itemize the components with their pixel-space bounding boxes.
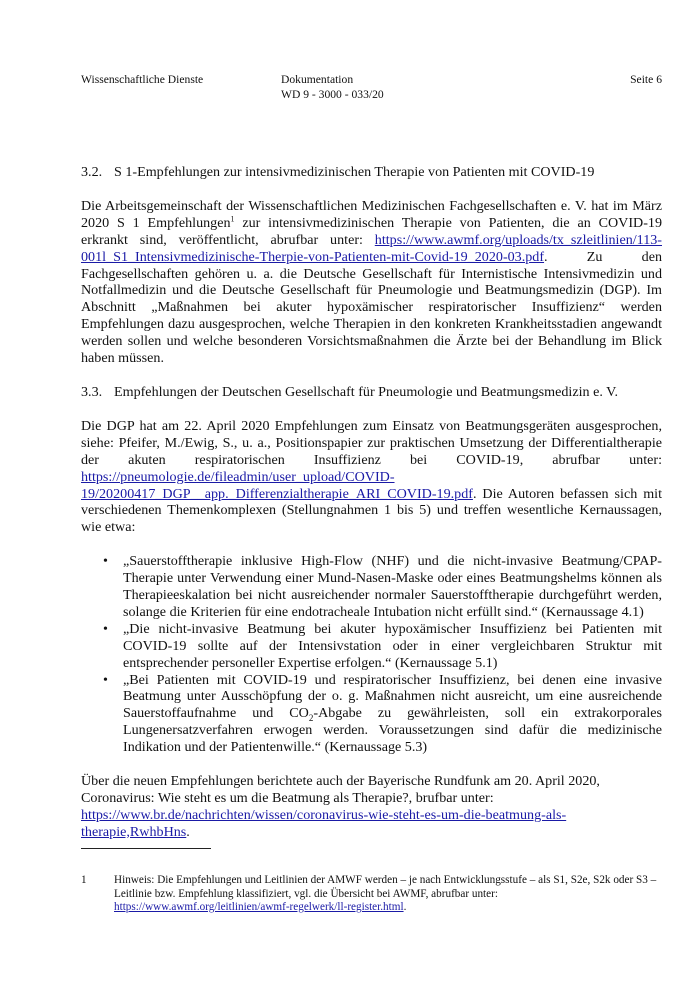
header-page-number: Seite 6 [630, 73, 662, 86]
key-statements-list [81, 553, 662, 756]
footnote-text [114, 874, 662, 915]
paragraph-text: . Zu den Fachgesellschaften gehören u. a. die Deutsche Gesellschaft für Internistische Intensivmedizin und Notfallmedizin und die Deutsche Gesellschaft für Pneumologie und Beatmungsmedizin (DGP). Im Abschnitt „Maßnahmen bei akuter hypoxämischer respiratorischer Insuffizienz“ werden Empfehlungen dazu ausgesprochen, welche Therapien in den konkreten Krankheitsstadien angewandt werden sollen und welche besonderen Vorsichtsmaßnahmen die Ärzte bei der Behandlung im Blick haben müssen. [81, 248, 662, 367]
paragraph-text: . [186, 823, 190, 840]
paragraph-text: Die Arbeitsgemeinschaft der Wissenschaftlichen Medizinischen Fachgesellschaften e. V. hat im März 2020 S 1 Empfehlungen [81, 197, 662, 231]
section-number: 3.2. [81, 164, 103, 180]
awmf-register-link[interactable]: https://www.awmf.org/leitlinien/awmf-regelwerk/ll-register.html [114, 901, 404, 914]
list-item [81, 553, 662, 621]
header-department: Wissenschaftliche Dienste [81, 73, 204, 86]
section-3-2-paragraph [81, 198, 662, 367]
section-title: Empfehlungen der Deutschen Gesellschaft für Pneumologie und Beatmungsmedizin e. V. [114, 383, 618, 400]
paragraph-text: Die DGP hat am 22. April 2020 Empfehlungen zum Einsatz von Beatmungsgeräten ausgesprochen, siehe: Pfeifer, M./Ewig, S., u. a., Positionspapier zur praktischen Umsetzung der Differentialtherapie der akuten respiratorischen Insuffizienz bei COVID-19, abrufbar unter: [81, 417, 662, 468]
section-3-3-paragraph [81, 418, 662, 536]
footnote-number: 1 [81, 874, 87, 886]
footnote-body: Hinweis: Die Empfehlungen und Leitlinien der AMWF werden – je nach Entwicklungsstufe – als S1, S2e, S2k oder S3 – Leitlinie bzw. Empfehlung klassifiziert, vgl. die Übersicht bei AWMF, abrufbar unter: [114, 874, 657, 900]
paragraph-text: zur intensivmedizinischen Therapie von Patienten, die an COVID-19 erkrankt sind, veröffentlicht, abrufbar unter: [81, 214, 662, 248]
list-item-text: -Abgabe zu gewährleisten, soll ein extrakorporales Lungenersatzverfahren erwogen werden. Voraussetzungen sind dafür die medizinische Indikation und der Patientenwille.“ (Kernaussage 5.3) [123, 705, 663, 756]
subscript: 2 [308, 713, 314, 724]
paragraph-text: Über die neuen Empfehlungen berichtete auch der Bayerische Rundfunk am 20. April 2020, Coronavirus: Wie steht es um die Beatmung als Therapie?, brufbar unter: [81, 773, 600, 806]
list-item [81, 672, 662, 757]
footnote-1 [81, 874, 662, 915]
dgp-pdf-link[interactable]: https://pneumologie.de/fileadmin/user_upload/COVID-19/20200417_DGP__app._Differenzialtherapie_ARI_COVID-19.pdf [81, 468, 473, 502]
list-item-text: „Bei Patienten mit COVID-19 und respiratorischer Insuffizienz, bei denen eine invasive Beatmung unter Ausschöpfung der o. g. Maßnahmen nicht ausreicht, um eine ausreichende Sauerstoffaufnahme und CO [123, 671, 662, 722]
list-item-text: „Die nicht-invasive Beatmung bei akuter hypoxämischer Insuffizienz bei Patienten mit COVID-19 sollte auf der Intensivstation oder in einer vergleichbaren Struktur mit entsprechender personeller Expertise erfolgen.“ (Kernaussage 5.1) [123, 620, 662, 671]
bullet-icon: • [103, 553, 108, 570]
section-title: S 1-Empfehlungen zur intensivmedizinischen Therapie von Patienten mit COVID-19 [114, 164, 595, 180]
footnote-ref-1[interactable]: 1 [230, 214, 235, 224]
br-paragraph [81, 773, 662, 841]
br-article-link[interactable]: https://www.br.de/nachrichten/wissen/coronavirus-wie-steht-es-um-die-beatmung-als-therapie,RwhbHns [81, 806, 567, 840]
list-item [81, 621, 662, 672]
section-3-2-heading [81, 164, 662, 181]
awmf-pdf-link[interactable]: https://www.awmf.org/uploads/tx_szleitlinien/113-001l_S1_Intensivmedizinische-Therpie-von-Patienten-mit-Covid-19_2020-03.pdf [81, 231, 662, 265]
footnote-end: . [403, 901, 407, 914]
header-document-info [281, 72, 384, 102]
paragraph-text: . Die Autoren befassen sich mit verschiedenen Themenkomplexen (Stellungnahmen 1 bis 5) und treffen wesentliche Kernaussagen, wie etwa: [81, 485, 662, 536]
header-doc-type: Dokumentation [281, 73, 354, 86]
section-3-3-heading [81, 384, 662, 401]
footnote-divider [81, 848, 211, 849]
bullet-icon: • [103, 671, 108, 688]
main-content [81, 164, 662, 841]
bullet-icon: • [103, 620, 108, 637]
header-doc-number: WD 9 - 3000 - 033/20 [281, 88, 384, 101]
section-number: 3.3. [81, 383, 103, 400]
list-item-text: „Sauerstofftherapie inklusive High-Flow (NHF) und die nicht-invasive Beatmung/CPAP-Therapie unter Verwendung einer Mund-Nasen-Maske oder eines Beatmungshelms können als Therapieeskalation bei nicht ausreichender normaler Sauerstofftherapie durchgeführt werden, solange die Kriterien für eine endotracheale Intubation nicht erfüllt sind.“ (Kernaussage 4.1) [123, 553, 662, 620]
